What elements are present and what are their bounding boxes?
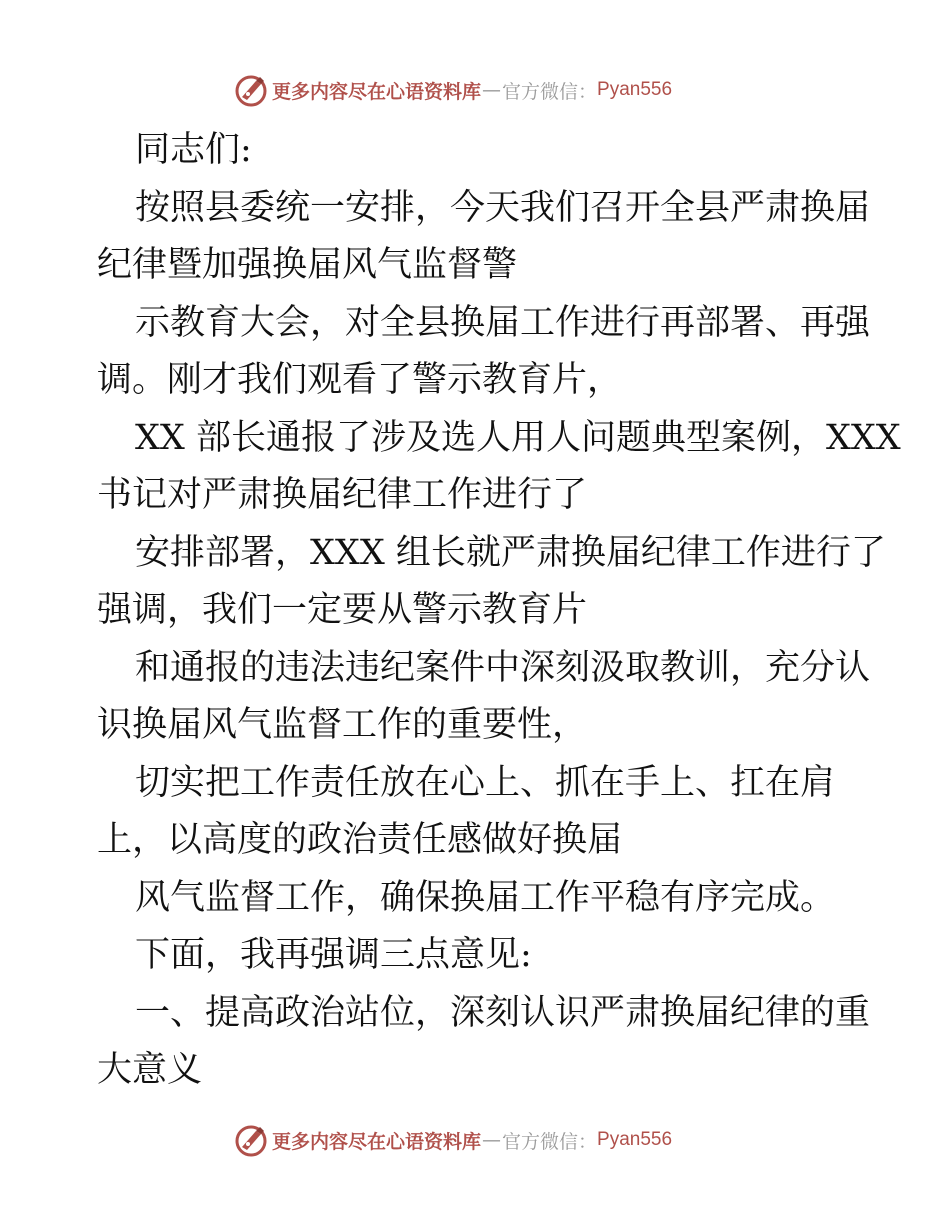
body-line: 识换届风气监督工作的重要性， [97, 705, 588, 745]
document-body [97, 122, 901, 1100]
body-line: 安排部署，XXX 组长就严肃换届纪律工作进行了 [135, 532, 886, 573]
body-line: 强调，我们一定要从警示教育片 [97, 590, 588, 630]
banner-title: 更多内容尽在心语资料库 [272, 1130, 482, 1153]
body-line: 同志们: [135, 130, 252, 170]
body-line: 切实把工作责任放在心上、抓在手上、扛在肩 [135, 762, 836, 803]
banner-wechat-label: 官方微信： [502, 80, 598, 103]
body-line: 按照县委统一安排，今天我们召开全县严肃换届 [135, 187, 871, 228]
banner-wechat-id: Pyan556 [597, 79, 673, 100]
body-line: 一、提高政治站位，深刻认识严肃换届纪律的重 [135, 992, 871, 1033]
banner-wechat-label: 官方微信： [502, 1130, 598, 1153]
banner-wechat-id: Pyan556 [597, 1129, 673, 1150]
body-line: 示教育大会，对全县换届工作进行再部署、再强 [135, 302, 871, 343]
pen-nib-circle-icon [234, 1123, 268, 1157]
pen-nib-circle-icon [234, 73, 268, 107]
body-line: 调。刚才我们观看了警示教育片， [97, 360, 623, 400]
body-line: 书记对严肃换届纪律工作进行了 [97, 475, 588, 515]
body-line: 和通报的违法违纪案件中深刻汲取教训，充分认 [135, 647, 871, 688]
body-line: XX 部长通报了涉及选人用人问题典型案例，XXX [135, 417, 901, 458]
body-line: 纪律暨加强换届风气监督警 [97, 245, 518, 285]
body-line: 上，以高度的政治责任感做好换届 [97, 820, 623, 860]
footer-banner [234, 1122, 714, 1158]
body-line: 大意义 [97, 1050, 203, 1090]
banner-title: 更多内容尽在心语资料库 [272, 80, 482, 103]
body-line: 风气监督工作，确保换届工作平稳有序完成。 [135, 877, 836, 918]
header-banner [234, 72, 714, 108]
body-line: 下面，我再强调三点意见: [135, 935, 532, 975]
banner-dash: — [482, 79, 502, 101]
banner-dash: — [482, 1129, 502, 1151]
